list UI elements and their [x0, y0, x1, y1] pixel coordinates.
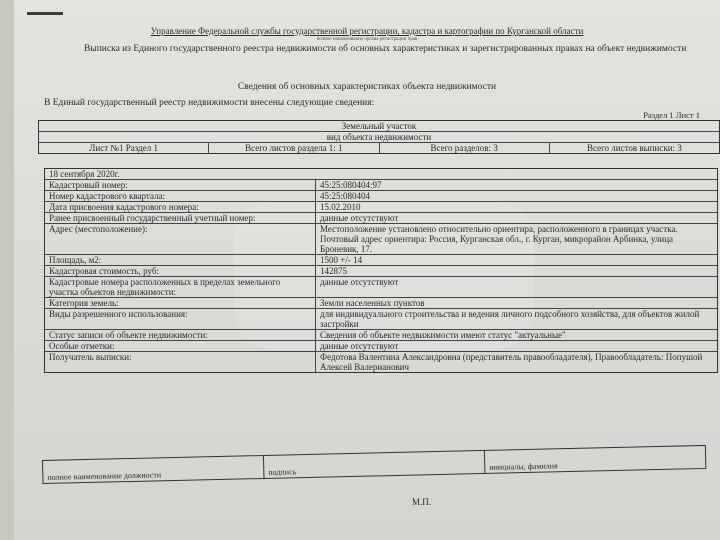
signature-block	[42, 445, 706, 484]
issue-date: 18 сентября 2020г.	[49, 169, 120, 179]
table-row: Ранее присвоенный государственный учетный номер: данные отсутствуют	[45, 213, 717, 224]
total-sections: Всего разделов: 3	[380, 143, 550, 153]
table-row: Кадастровая стоимость, руб: 142875	[45, 266, 717, 277]
characteristics-table	[44, 168, 718, 373]
total-sheets: Всего листов выписки: 3	[586, 143, 682, 153]
table-row: Кадастровый номер: 45:25:080404:97	[45, 180, 717, 191]
table-row: Дата присвоения кадастрового номера: 15.02.2010	[45, 202, 717, 213]
object-type: Земельный участок	[341, 121, 417, 131]
table-row: Получатель выписки: Федотова Валентина Александровна (представитель правообладателя), Правообладатель: Попушой Алексей Валерианович	[45, 352, 717, 372]
table-row: Особые отметки: данные отсутствуют	[45, 341, 717, 352]
section-title: Сведения об основных характеристиках объекта недвижимости	[237, 82, 497, 92]
table-row: Адрес (местоположение): Местоположение установлено относительно ориентира, расположенного в границах участка. Почтовый адрес ориентира: Россия, Курганская обл., г. Курган, микрорайон Арбинка, улица Броневик, 17.	[45, 224, 717, 255]
sheet-reference: Раздел 1 Лист 1	[643, 110, 700, 120]
section-sheets: Всего листов раздела 1: 1	[209, 143, 379, 153]
organization-caption: полное наименование органа регистрации прав	[316, 37, 418, 42]
table-row: Статус записи об объекте недвижимости: Сведения об объекте недвижимости имеют статус "актуальные"	[45, 330, 717, 341]
table-row: Кадастровые номера расположенных в пределах земельного участка объектов недвижимости: данные отсутствуют	[45, 277, 717, 298]
object-header-table	[38, 120, 720, 154]
signature-field: подпись	[264, 451, 485, 478]
extract-title: Выписка из Единого государственного реестра недвижимости об основных характеристиках и зарегистрированных правах на объект недвижимости	[84, 44, 687, 54]
stamp-place: М.П.	[412, 497, 432, 507]
table-row: Виды разрешенного использования: для индивидуального строительства и ведения личного подсобного хозяйства, для объектов жилой застройки	[45, 309, 717, 330]
organization-name: Управление Федеральной службы государственной регистрации, кадастра и картографии по Курганской области	[150, 26, 584, 36]
object-type-caption: вид объекта недвижимости	[326, 132, 432, 142]
document-page	[14, 0, 720, 540]
name-field: инициалы, фамилия	[489, 461, 558, 472]
table-row: Категория земель: Земли населенных пунктов	[45, 298, 717, 309]
position-field: полное наименование должности	[43, 456, 264, 483]
paper-edge	[0, 0, 14, 540]
table-row: Площадь, м2: 1500 +/- 14	[45, 255, 717, 266]
table-row: Номер кадастрового квартала: 45:25:080404	[45, 191, 717, 202]
sheet-number: Лист №1 Раздел 1	[39, 143, 209, 153]
intro-text: В Единый государственный реестр недвижимости внесены следующие сведения:	[44, 98, 375, 108]
pen-mark	[27, 12, 63, 15]
